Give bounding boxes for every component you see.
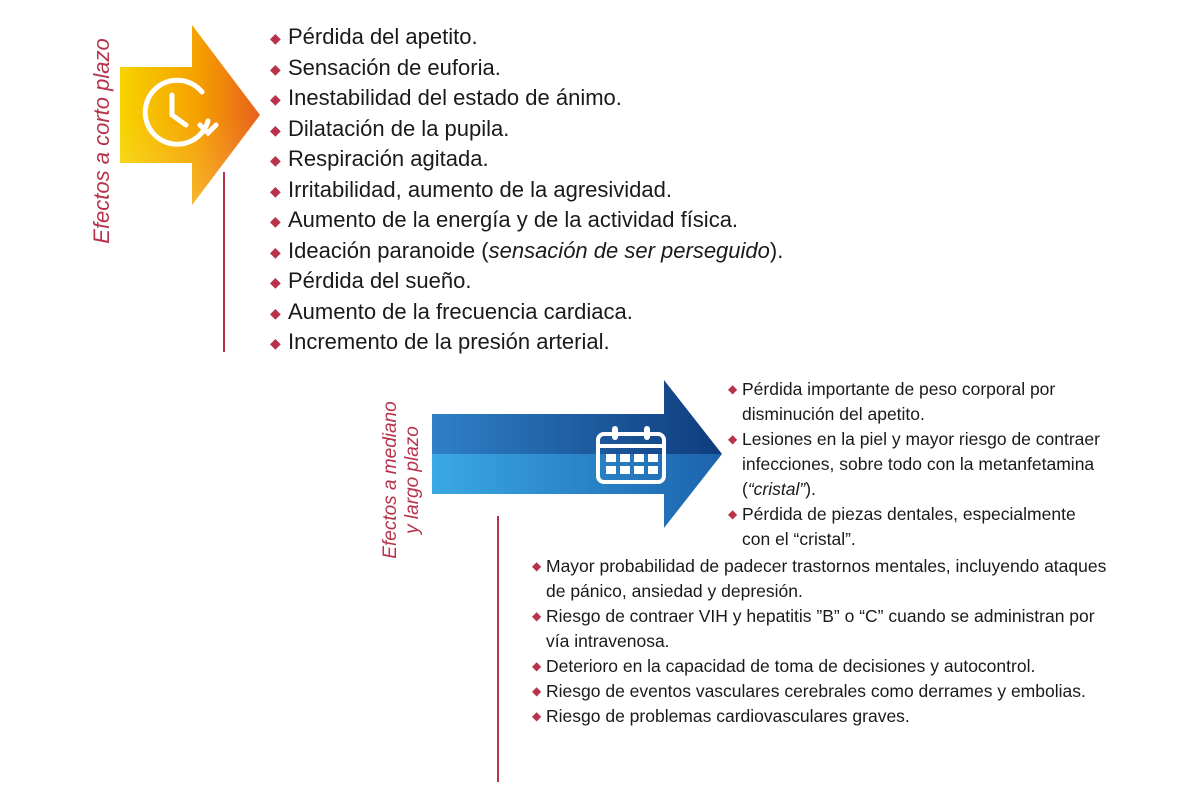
diamond-bullet-icon: ◆: [270, 335, 281, 351]
list-item: [270, 175, 783, 206]
list-item-text: Riesgo de eventos vasculares cerebrales como derrames y embolias.: [546, 681, 1086, 701]
diamond-bullet-icon: ◆: [270, 304, 281, 321]
list-item: [728, 427, 1108, 502]
diamond-bullet-icon: ◆: [270, 60, 281, 77]
list-item-text-end: ).: [805, 479, 816, 499]
list-item-emphasis: “cristal”: [747, 479, 806, 499]
list-item-text: Ideación paranoide (: [288, 237, 489, 263]
list-item-text: Inestabilidad del estado de ánimo.: [288, 85, 622, 110]
list-item: [270, 297, 783, 328]
list-item: [270, 205, 783, 236]
long-term-label: [380, 380, 424, 580]
short-term-label: Efectos a corto plazo: [89, 38, 114, 244]
list-item: [270, 53, 783, 84]
long-term-label-line2: y largo plazo: [402, 426, 423, 534]
list-item: [532, 654, 1110, 679]
list-item-text: Incremento de la presión arterial.: [288, 329, 610, 354]
list-item: [270, 83, 783, 114]
diamond-bullet-icon: ◆: [270, 213, 281, 229]
list-item: [532, 679, 1110, 704]
long-term-effects-list-right: [728, 377, 1108, 552]
list-item-text: Pérdida del apetito.: [288, 24, 478, 49]
long-term-label-line1: Efectos a mediano: [380, 401, 401, 559]
long-term-effects-list-bottom: [532, 554, 1110, 729]
list-item-text: Deterioro en la capacidad de toma de decisiones y autocontrol.: [546, 656, 1036, 676]
diamond-bullet-icon: ◆: [270, 30, 281, 46]
list-item: [728, 502, 1108, 552]
list-item-text: Riesgo de contraer VIH y hepatitis ”B” o “C” cuando se administran por vía intravenosa.: [546, 606, 1095, 651]
list-item-text: Respiración agitada.: [288, 146, 489, 171]
list-item: [270, 236, 783, 267]
list-item-text: Sensación de euforia.: [288, 54, 501, 80]
list-item: [728, 377, 1108, 427]
list-item: [270, 114, 783, 145]
diamond-bullet-icon: ◆: [270, 182, 281, 199]
list-item: [532, 704, 1110, 729]
list-item-text: Pérdida de piezas dentales, especialmente con el “cristal”.: [742, 504, 1076, 549]
list-item-text: Pérdida importante de peso corporal por disminución del apetito.: [742, 379, 1056, 424]
list-item-text: Pérdida del sueño.: [288, 268, 472, 293]
diamond-bullet-icon: ◆: [532, 559, 542, 573]
short-term-arrow: [120, 25, 260, 205]
diamond-bullet-icon: ◆: [270, 91, 281, 107]
list-item-text: Irritabilidad, aumento de la agresividad.: [288, 176, 673, 202]
list-item-emphasis: sensación de ser perseguido: [488, 237, 770, 263]
diamond-bullet-icon: ◆: [270, 274, 281, 290]
list-item-text-end: ).: [769, 237, 784, 263]
list-item-text: Aumento de la frecuencia cardiaca.: [288, 298, 633, 324]
diamond-bullet-icon: ◆: [270, 121, 281, 138]
diamond-bullet-icon: ◆: [270, 243, 281, 260]
list-item: [532, 604, 1110, 654]
list-item: [270, 22, 783, 53]
diamond-bullet-icon: ◆: [532, 684, 542, 698]
list-item-text: Dilatación de la pupila.: [288, 115, 510, 141]
diamond-bullet-icon: ◆: [532, 609, 542, 623]
diamond-bullet-icon: ◆: [270, 152, 281, 168]
diamond-bullet-icon: ◆: [728, 432, 738, 446]
diamond-bullet-icon: ◆: [728, 507, 738, 521]
diamond-bullet-icon: ◆: [532, 709, 542, 723]
long-term-divider: [497, 516, 499, 782]
list-item-text: Aumento de la energía y de la actividad física.: [288, 207, 739, 232]
list-item: [270, 327, 783, 358]
list-item: [532, 554, 1110, 604]
list-item: [270, 266, 783, 297]
list-item: [270, 144, 783, 175]
list-item-text: Lesiones en la piel y mayor riesgo de contraer infecciones, sobre todo con la metanfetamina (: [742, 429, 1100, 499]
list-item-text: Mayor probabilidad de padecer trastornos mentales, incluyendo ataques de pánico, ansiedad y depresión.: [546, 556, 1107, 601]
diamond-bullet-icon: ◆: [728, 382, 738, 396]
diamond-bullet-icon: ◆: [532, 659, 542, 673]
short-term-effects-list: [270, 22, 783, 358]
list-item-text: Riesgo de problemas cardiovasculares graves.: [546, 706, 910, 726]
long-term-arrow: [432, 380, 722, 528]
